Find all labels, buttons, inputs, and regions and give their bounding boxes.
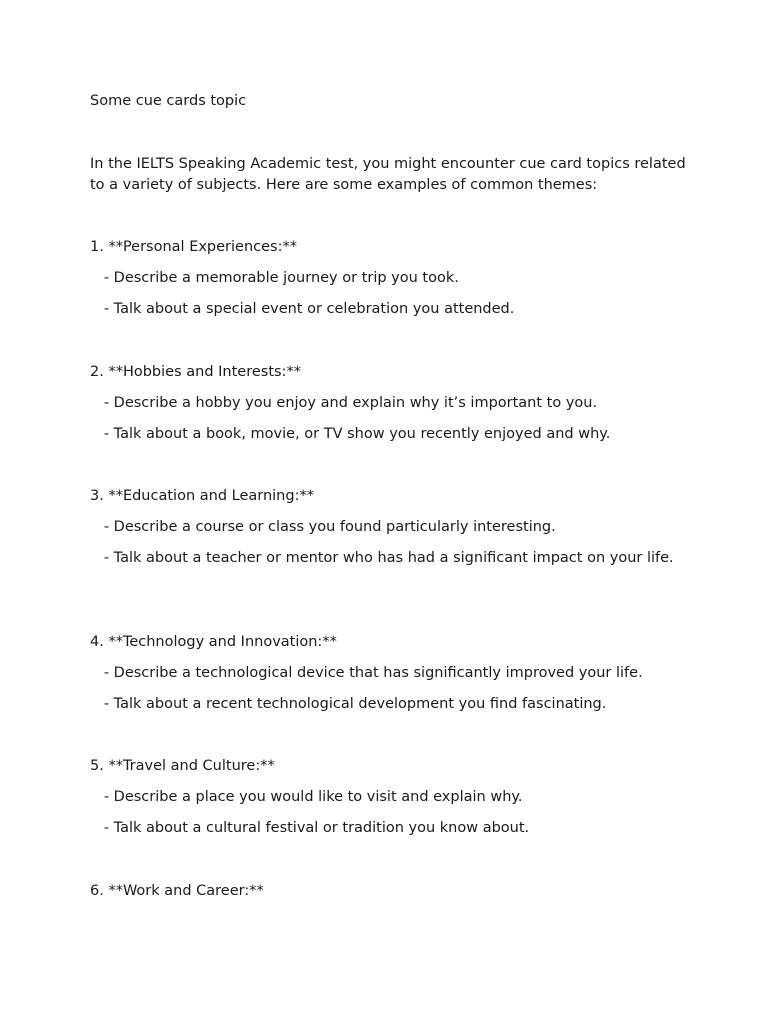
section-heading: 1. **Personal Experiences:** [90, 239, 297, 255]
list-item: - Describe a course or class you found particularly interesting. [90, 519, 556, 535]
intro-paragraph: In the IELTS Speaking Academic test, you might encounter cue card topics related to a variety of subjects. Here are some examples of common themes: [90, 156, 691, 193]
list-item: - Describe a place you would like to visit and explain why. [90, 789, 523, 805]
document-title: Some cue cards topic [90, 93, 247, 109]
list-item: - Talk about a special event or celebration you attended. [90, 301, 515, 317]
list-item: - Describe a technological device that has significantly improved your life. [90, 665, 643, 681]
list-item: - Talk about a cultural festival or tradition you know about. [90, 820, 530, 836]
section-heading: 3. **Education and Learning:** [90, 488, 314, 504]
section-heading: 6. **Work and Career:** [90, 883, 264, 899]
list-item: - Talk about a book, movie, or TV show you recently enjoyed and why. [90, 426, 611, 442]
section-heading: 2. **Hobbies and Interests:** [90, 364, 301, 380]
list-item: - Describe a memorable journey or trip you took. [90, 270, 459, 286]
document-page [90, 0, 690, 1024]
section-heading: 4. **Technology and Innovation:** [90, 634, 337, 650]
list-item: - Talk about a teacher or mentor who has had a significant impact on your life. [90, 550, 674, 566]
section-heading: 5. **Travel and Culture:** [90, 758, 275, 774]
list-item: - Describe a hobby you enjoy and explain why it’s important to you. [90, 395, 598, 411]
list-item: - Talk about a recent technological development you find fascinating. [90, 696, 607, 712]
